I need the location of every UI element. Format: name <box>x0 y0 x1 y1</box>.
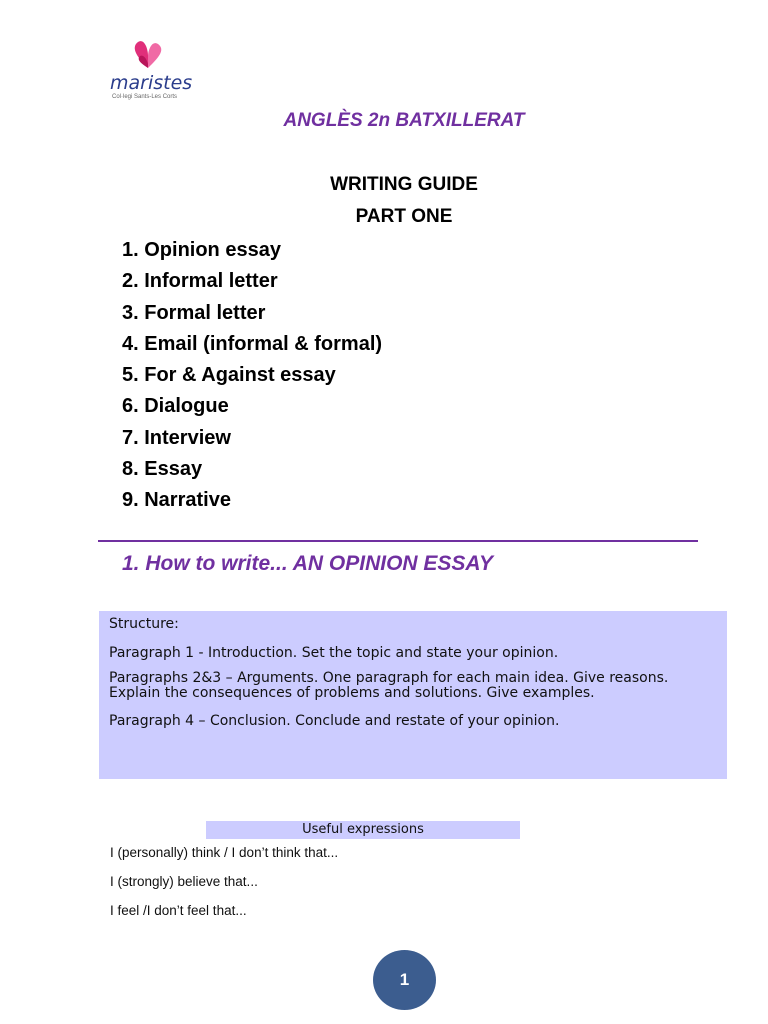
toc-item: 3. Formal letter <box>122 301 266 324</box>
section-divider <box>98 540 698 542</box>
document-title: ANGLÈS 2n BATXILLERAT <box>283 110 525 131</box>
toc-item: 6. Dialogue <box>122 395 229 418</box>
structure-paragraph-2-line-2: Explain the consequences of problems and solutions. Give examples. <box>109 685 595 701</box>
page-number-badge: 1 <box>373 950 436 1010</box>
structure-paragraph-2-line-1: Paragraphs 2&3 – Arguments. One paragraph for each main idea. Give reasons. <box>109 670 669 686</box>
guide-title: WRITING GUIDE <box>330 174 478 195</box>
toc-item: 7. Interview <box>122 426 231 449</box>
toc-item: 1. Opinion essay <box>122 239 281 261</box>
table-of-contents <box>122 237 382 519</box>
maristes-logo <box>106 38 193 104</box>
useful-expressions-title: Useful expressions <box>206 821 520 839</box>
toc-item: 2. Informal letter <box>122 270 278 293</box>
logo-wordmark: maristes <box>110 72 193 94</box>
logo-subtitle: Col·legi Sants-Les Corts <box>112 94 178 100</box>
structure-paragraph-1: Paragraph 1 - Introduction. Set the topic and state your opinion. <box>109 645 559 661</box>
structure-label: Structure: <box>109 616 179 632</box>
toc-item: 9. Narrative <box>122 489 231 512</box>
guide-part: PART ONE <box>355 206 453 227</box>
expression-item: I (personally) think / I don’t think that... <box>110 845 339 860</box>
expression-item: I feel /I don’t feel that... <box>110 903 247 918</box>
structure-paragraph-3: Paragraph 4 – Conclusion. Conclude and restate of your opinion. <box>109 713 560 729</box>
toc-item: 8. Essay <box>122 458 203 481</box>
section-heading: 1. How to write... AN OPINION ESSAY <box>122 552 494 575</box>
structure-box <box>99 611 727 779</box>
expression-item: I (strongly) believe that... <box>110 874 258 889</box>
butterfly-icon <box>128 38 168 74</box>
toc-item: 5. For & Against essay <box>122 364 336 387</box>
toc-item: 4. Email (informal & formal) <box>122 332 383 355</box>
